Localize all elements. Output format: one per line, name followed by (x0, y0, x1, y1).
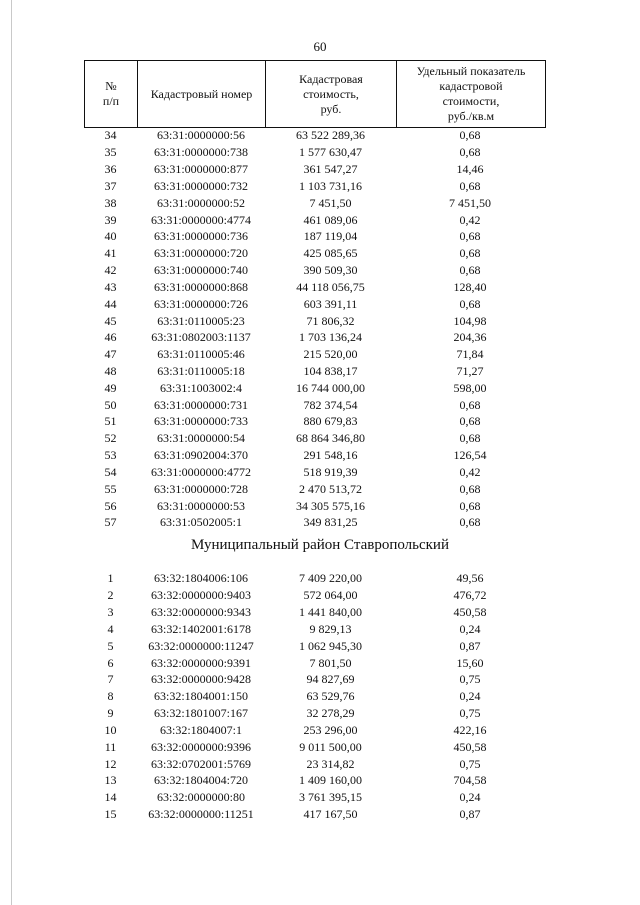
specific-indicator: 476,72 (453, 588, 487, 603)
row-number: 35 (104, 145, 117, 160)
cadastral-cost: 9 011 500,00 (299, 739, 362, 754)
cadastral-cost: 417 167,50 (303, 807, 358, 821)
table-row (84, 806, 546, 823)
table-row (84, 464, 546, 481)
table-row (84, 587, 546, 604)
table-row (84, 738, 546, 755)
table-row (84, 194, 546, 211)
cadastral-cost: 461 089,06 (303, 212, 358, 227)
cadastral-number: 63:31:0502005:1 (159, 515, 242, 530)
cadastral-number: 63:31:0000000:720 (153, 246, 248, 261)
cadastral-number: 63:31:0000000:56 (156, 128, 245, 143)
cadastral-cost: 782 374,54 (303, 397, 358, 412)
table-row (84, 127, 546, 144)
cadastral-number: 63:31:0110005:18 (157, 364, 245, 378)
row-number: 7 (107, 672, 114, 687)
cadastral-cost: 71 806,32 (306, 313, 355, 328)
table-header (84, 60, 546, 128)
row-number: 57 (104, 515, 117, 530)
row-number: 39 (104, 212, 117, 227)
cadastral-cost: 94 827,69 (306, 672, 355, 687)
row-number: 2 (107, 588, 114, 603)
table-row (84, 396, 546, 413)
specific-indicator: 0,68 (459, 263, 481, 278)
table-row (84, 637, 546, 654)
specific-indicator: 0,75 (459, 706, 481, 721)
cadastral-cost: 603 391,11 (303, 296, 358, 311)
table-row (84, 211, 546, 228)
table-row (84, 688, 546, 705)
cadastral-number: 63:32:1804001:150 (153, 689, 248, 704)
cadastral-number: 63:32:0000000:80 (156, 790, 245, 805)
cadastral-number: 63:32:1804007:1 (159, 722, 242, 737)
row-number: 45 (104, 313, 117, 328)
row-number: 38 (104, 195, 117, 210)
specific-indicator: 0,68 (459, 145, 481, 160)
header-cadastral-number: Кадастровый номер (138, 61, 266, 127)
section-title: Муниципальный район Ставропольский (190, 537, 449, 553)
cadastral-number: 63:31:0000000:868 (153, 279, 248, 294)
cadastral-number: 63:32:0000000:9343 (150, 605, 251, 620)
cadastral-number: 63:32:1804004:720 (153, 773, 248, 788)
cadastral-number: 63:32:0000000:11247 (148, 638, 254, 653)
table-row (84, 755, 546, 772)
cadastral-cost: 34 305 575,16 (296, 498, 365, 513)
specific-indicator: 422,16 (453, 722, 487, 737)
cadastral-cost: 2 470 513,72 (299, 481, 362, 496)
specific-indicator: 0,68 (459, 246, 481, 261)
cadastral-number: 63:31:0000000:726 (153, 296, 248, 311)
specific-indicator: 104,98 (453, 313, 487, 328)
row-number: 13 (104, 773, 117, 788)
table-row (84, 620, 546, 637)
table-body-second (84, 570, 546, 822)
table-row (84, 570, 546, 587)
row-number: 34 (104, 128, 117, 143)
cadastral-number: 63:31:0000000:54 (156, 431, 245, 446)
cadastral-number: 63:31:0000000:731 (153, 397, 248, 412)
specific-indicator: 15,60 (456, 655, 484, 670)
table-body-first (84, 127, 546, 531)
cadastral-number: 63:31:0000000:732 (153, 178, 248, 193)
table-row (84, 278, 546, 295)
cadastral-number: 63:31:0000000:736 (153, 229, 248, 244)
specific-indicator: 7 451,50 (449, 195, 491, 210)
specific-indicator: 0,68 (459, 498, 481, 513)
row-number: 50 (104, 397, 117, 412)
cadastral-cost: 7 409 220,00 (299, 571, 362, 586)
cadastral-number: 63:31:0000000:740 (153, 263, 248, 278)
cadastral-number: 63:31:0000000:4774 (150, 212, 251, 227)
table-row (84, 329, 546, 346)
row-number: 46 (104, 330, 117, 345)
table-row (84, 228, 546, 245)
table-row (84, 721, 546, 738)
row-number: 5 (107, 638, 114, 653)
scan-edge-line (11, 0, 12, 905)
table-row (84, 177, 546, 194)
table-row (84, 447, 546, 464)
row-number: 10 (104, 722, 117, 737)
cadastral-cost: 349 831,25 (303, 515, 358, 530)
table-row (84, 789, 546, 806)
cadastral-number: 63:32:0000000:9391 (150, 655, 251, 670)
cadastral-number: 63:31:0110005:46 (157, 347, 245, 362)
specific-indicator: 49,56 (456, 571, 484, 586)
cadastral-cost: 253 296,00 (303, 722, 358, 737)
specific-indicator: 71,27 (456, 364, 484, 378)
cadastral-cost: 44 118 056,75 (296, 279, 365, 294)
cadastral-number: 63:31:0802003:1137 (151, 330, 251, 345)
cadastral-number: 63:31:0000000:877 (153, 162, 248, 177)
cadastral-number: 63:31:0000000:733 (153, 414, 248, 429)
specific-indicator: 598,00 (453, 380, 487, 395)
cadastral-cost: 7 451,50 (309, 195, 352, 210)
cadastral-number: 63:32:0000000:9403 (150, 588, 251, 603)
table-row (84, 144, 546, 161)
cadastral-number: 63:32:1804006:106 (153, 571, 248, 586)
cadastral-cost: 880 679,83 (303, 414, 358, 429)
specific-indicator: 704,58 (453, 773, 487, 788)
table-row (84, 604, 546, 621)
row-number: 37 (104, 178, 117, 193)
specific-indicator: 0,24 (459, 689, 481, 704)
row-number: 40 (104, 229, 117, 244)
table-row (84, 654, 546, 671)
cadastral-number: 63:31:0000000:4772 (150, 464, 251, 479)
table-row (84, 514, 546, 531)
cadastral-cost: 9 829,13 (309, 621, 352, 636)
cadastral-number: 63:32:0702001:5769 (150, 756, 251, 771)
header-number: № п/п (85, 61, 138, 127)
cadastral-number: 63:31:0110005:23 (157, 313, 245, 328)
specific-indicator: 0,42 (459, 212, 481, 227)
header-specific-indicator: Удельный показатель кадастровой стоимости, руб./кв.м (416, 64, 526, 123)
row-number: 53 (104, 448, 117, 463)
table-row (84, 363, 546, 380)
cadastral-cost: 1 409 160,00 (299, 773, 362, 788)
specific-indicator: 14,46 (456, 162, 484, 177)
row-number: 48 (104, 364, 117, 378)
cadastral-cost: 68 864 346,80 (296, 431, 365, 446)
row-number: 15 (104, 807, 117, 821)
cadastral-cost: 1 441 840,00 (299, 605, 362, 620)
row-number: 9 (107, 706, 114, 721)
table-row (84, 480, 546, 497)
table-row (84, 413, 546, 430)
cadastral-cost: 7 801,50 (309, 655, 352, 670)
table-row (84, 346, 546, 363)
table-row (84, 772, 546, 789)
cadastral-cost: 104 838,17 (303, 364, 358, 378)
row-number: 41 (104, 246, 117, 261)
table-row (84, 262, 546, 279)
cadastral-cost: 291 548,16 (303, 448, 358, 463)
cadastral-number: 63:32:1402001:6178 (150, 621, 251, 636)
cadastral-cost: 3 761 395,15 (299, 790, 362, 805)
specific-indicator: 0,68 (459, 128, 481, 143)
row-number: 52 (104, 431, 117, 446)
cadastral-cost: 16 744 000,00 (296, 380, 365, 395)
specific-indicator: 126,54 (453, 448, 487, 463)
cadastral-cost: 32 278,29 (306, 706, 355, 721)
page-number: 60 (313, 39, 327, 54)
row-number: 44 (104, 296, 117, 311)
cadastral-cost: 187 119,04 (303, 229, 358, 244)
table-row (84, 295, 546, 312)
cadastral-number: 63:31:0000000:52 (156, 195, 245, 210)
cadastral-number: 63:31:0000000:53 (156, 498, 245, 513)
specific-indicator: 0,75 (459, 756, 481, 771)
table-row (84, 245, 546, 262)
table-row (84, 430, 546, 447)
row-number: 14 (104, 790, 117, 805)
specific-indicator: 0,75 (459, 672, 481, 687)
specific-indicator: 128,40 (453, 279, 487, 294)
cadastral-cost: 215 520,00 (303, 347, 358, 362)
cadastral-cost: 23 314,82 (306, 756, 355, 771)
specific-indicator: 0,68 (459, 178, 481, 193)
row-number: 6 (107, 655, 114, 670)
cadastral-cost: 63 529,76 (306, 689, 355, 704)
specific-indicator: 0,68 (459, 515, 481, 530)
header-cadastral-cost: Кадастровая стоимость, руб. (266, 61, 397, 127)
specific-indicator: 71,84 (456, 347, 484, 362)
cadastral-cost: 361 547,27 (303, 162, 358, 177)
table-row (84, 497, 546, 514)
cadastral-cost: 572 064,00 (303, 588, 358, 603)
specific-indicator: 0,68 (459, 431, 481, 446)
specific-indicator: 0,24 (459, 621, 481, 636)
cadastral-cost: 1 577 630,47 (299, 145, 362, 160)
cadastral-number: 63:31:0000000:738 (153, 145, 248, 160)
row-number: 12 (104, 756, 117, 771)
cadastral-cost: 1 703 136,24 (299, 330, 362, 345)
cadastral-cost: 63 522 289,36 (296, 128, 365, 143)
cadastral-cost: 1 103 731,16 (299, 178, 362, 193)
specific-indicator: 450,58 (453, 605, 487, 620)
row-number: 36 (104, 162, 117, 177)
row-number: 42 (104, 263, 117, 278)
table-row (84, 379, 546, 396)
row-number: 4 (107, 621, 114, 636)
row-number: 1 (107, 571, 114, 586)
row-number: 55 (104, 481, 117, 496)
row-number: 8 (107, 689, 114, 704)
specific-indicator: 204,36 (453, 330, 487, 345)
specific-indicator: 0,68 (459, 296, 481, 311)
cadastral-number: 63:31:0000000:728 (153, 481, 248, 496)
cadastral-cost: 390 509,30 (303, 263, 358, 278)
specific-indicator: 0,87 (459, 638, 481, 653)
specific-indicator: 0,24 (459, 790, 481, 805)
cadastral-number: 63:31:0902004:370 (153, 448, 248, 463)
table-row (84, 671, 546, 688)
row-number: 54 (104, 464, 117, 479)
specific-indicator: 450,58 (453, 739, 487, 754)
table-row (84, 705, 546, 722)
specific-indicator: 0,87 (459, 807, 481, 821)
table-row (84, 312, 546, 329)
cadastral-number: 63:32:0000000:11251 (148, 807, 254, 821)
specific-indicator: 0,68 (459, 229, 481, 244)
cadastral-cost: 1 062 945,30 (299, 638, 362, 653)
row-number: 51 (104, 414, 117, 429)
specific-indicator: 0,68 (459, 481, 481, 496)
row-number: 43 (104, 279, 117, 294)
cadastral-cost: 518 919,39 (303, 464, 358, 479)
specific-indicator: 0,68 (459, 414, 481, 429)
cadastral-number: 63:31:1003002:4 (159, 380, 242, 395)
cadastral-cost: 425 085,65 (303, 246, 358, 261)
cadastral-number: 63:32:0000000:9428 (150, 672, 251, 687)
specific-indicator: 0,42 (459, 464, 481, 479)
row-number: 47 (104, 347, 117, 362)
row-number: 11 (104, 739, 117, 754)
row-number: 49 (104, 380, 117, 395)
row-number: 56 (104, 498, 117, 513)
specific-indicator: 0,68 (459, 397, 481, 412)
table-row (84, 161, 546, 178)
row-number: 3 (107, 605, 114, 620)
cadastral-number: 63:32:1801007:167 (153, 706, 248, 721)
cadastral-number: 63:32:0000000:9396 (150, 739, 251, 754)
